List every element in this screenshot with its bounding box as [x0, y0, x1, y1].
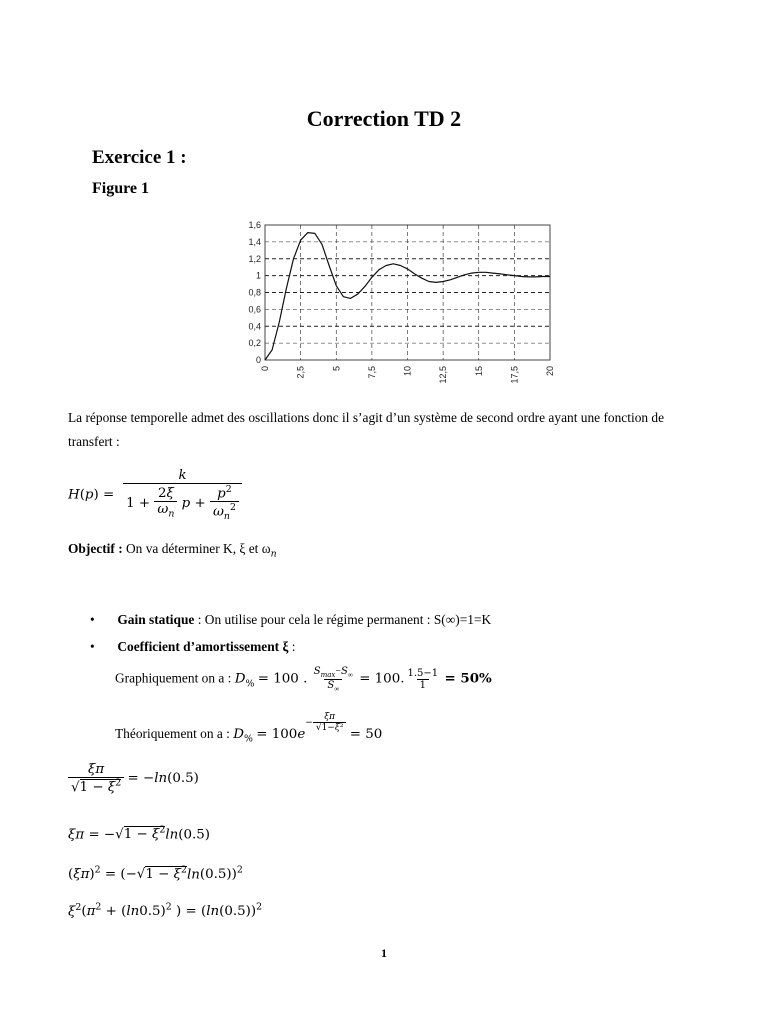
objective-label: Objectif : — [68, 541, 123, 556]
x-tick-label: 20 — [545, 366, 555, 377]
equation-4: $\xi^2(\pi^2 + (\ln 0.5)^2$ ) = $(\ln(0.5))^2$ — [68, 902, 263, 920]
x-tick-label: 0 — [260, 366, 270, 372]
damping-text: : — [291, 639, 296, 654]
x-tick-label: 5 — [331, 366, 342, 372]
graphical-overshoot-line: Graphiquement on a : $D_{\%} = 100$ . $\frac{S_{max}-S_\infty}{S_\infty}$ = 100. $\frac{1.5-1}{1}$ = 50% — [115, 666, 492, 693]
equation-2: $\xi\pi = -√1 - \xi^2\ln(0.5)$ — [68, 825, 210, 843]
y-tick-label: 0,4 — [248, 321, 261, 332]
y-tick-label: 1,6 — [248, 220, 261, 230]
x-tick-label: 15 — [473, 366, 484, 377]
page-number: 1 — [381, 946, 387, 960]
x-tick-label: 10 — [402, 366, 413, 377]
intro-paragraph: La réponse temporelle admet des oscillations donc il s’agit d’un système de second ordre ayant une fonction de transfert : — [68, 410, 665, 449]
y-tick-label: 0 — [255, 355, 261, 365]
graph-result: = 50% — [444, 670, 492, 687]
gain-text: : On utilise pour cela le régime permanent : S(∞)=1=K — [197, 612, 492, 627]
figure-label: Figure 1 — [92, 180, 150, 197]
x-tick-label: 2,5 — [295, 366, 306, 379]
graph-prefix: Graphiquement on a : — [115, 670, 232, 686]
theory-prefix: Théoriquement on a : — [115, 726, 230, 742]
page-title: Correction TD 2 — [306, 106, 462, 131]
bullet-gain: • Gain statique : On utilise pour cela le régime permanent : S(∞)=1=K — [90, 612, 492, 627]
equation-1: $\frac{\xi\pi}{√1 - \xi^2}$ = −ln(0.5) — [68, 762, 199, 795]
exercise-heading: Exercice 1 : — [92, 147, 187, 168]
figure-1-chart — [230, 215, 570, 395]
transfer-function-formula: H(p) = k 1 + $\frac{2\xi}{\omega_n}$ p + $\frac{p^2}{\omega_n^2}$ — [68, 468, 247, 523]
theoretical-overshoot-line: Théoriquement on a : $D_{\%} = 100e^{- \frac{\xi\pi}{\text{√1−ξ²}}}$ = 50 — [115, 712, 383, 745]
damping-label: Coefficient d’amortissement ξ — [117, 639, 289, 654]
y-tick-label: 1,2 — [248, 253, 261, 264]
objective-text: On va déterminer K, ξ et ω — [126, 541, 271, 556]
x-tick-label: 7,5 — [366, 366, 377, 379]
gain-label: Gain statique — [117, 612, 195, 627]
y-tick-label: 0,8 — [248, 287, 261, 298]
bullet-damping: • Coefficient d’amortissement ξ : — [90, 639, 296, 654]
x-tick-label: 17,5 — [509, 366, 520, 384]
y-tick-label: 0,2 — [248, 338, 261, 349]
x-tick-label: 12,5 — [438, 366, 449, 384]
y-tick-label: 1 — [255, 270, 261, 281]
equation-3: $(\xi\pi)^2 = (-√1 - \xi^2\ln(0.5))^2$ — [68, 865, 243, 883]
theory-result: = 50 — [349, 727, 383, 743]
y-tick-label: 0,6 — [248, 304, 261, 315]
objective-line — [68, 541, 277, 560]
y-tick-label: 1,4 — [248, 236, 261, 247]
objective-sub: n — [270, 548, 277, 560]
